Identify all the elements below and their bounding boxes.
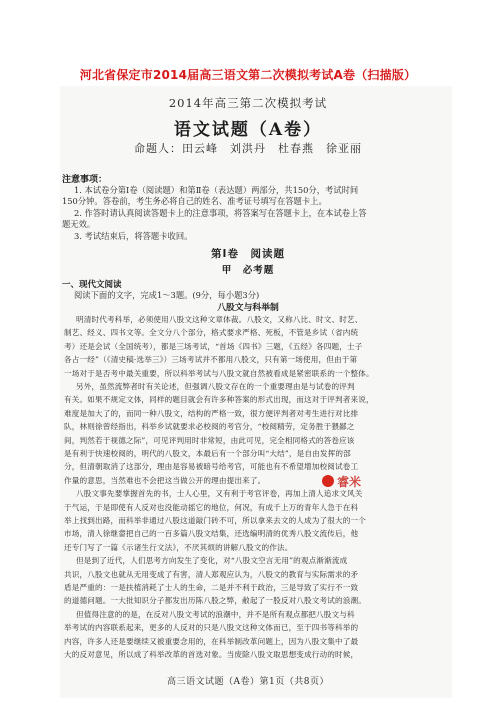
- article-line: 还专门写了一篇《示诸生行文法》，不厌其烦的讲解八股文的作法。: [64, 542, 293, 552]
- authors: 命题人：田云峰 刘洪丹 杜春燕 徐亚丽: [134, 142, 362, 155]
- part-heading: 甲 必考题: [221, 265, 275, 276]
- notes-item: 150分钟。答卷前，考生务必将自己的姓名、准考证号填写在答题卡上。: [62, 196, 327, 206]
- page-footer: 高三语文试题（A卷）第1页（共8页）: [167, 677, 329, 687]
- section-heading: 一、现代文阅读: [62, 280, 122, 290]
- article-line: 一场对于是否考中最关重要，所以科举考试与八股文就自然被看成是紧密联系的一个整体。: [64, 368, 374, 378]
- subject-title: 语文试题（A卷）: [173, 120, 323, 140]
- article-line: 但是到了近代，人们思考方向发生了变化，对“八股文空言无用”的观点渐渐流成: [76, 556, 348, 566]
- article-line: 间，判然若于视德之际”，可见评判用时非常短，由此可见，完全相同格式的答卷应该: [64, 435, 355, 445]
- notes-item: 2. 作答时请认真阅读答题卡上的注意事项，将答案写在答题卡上，在本试卷上答: [74, 208, 367, 218]
- article-line: 是有利于快速校阅的，明代的八股文，本最后有一个部分叫“大结”，是自由发挥的部: [64, 449, 351, 458]
- article-line: 作量的意思，当然难也不会把这当做公开的理由提出来了。: [64, 475, 266, 485]
- document-banner-title: 河北省保定市2014届高三语文第二次模拟考试A卷（扫描版）: [79, 68, 417, 82]
- article-title: 八股文与科举制: [217, 303, 279, 313]
- article-line: 大的反对意见，所以成了科举改革的首选对象。当废除八股文取思想变成行动的时候，: [64, 650, 359, 659]
- notes-item: 1. 本试卷分第Ⅰ卷（阅读题）和第Ⅱ卷（表达题）两部分，共150分，考试时间: [74, 185, 359, 195]
- article-line: 难度是加大了的，而同一种八股文，结构的严格一致，很方便评判者对考生进行对比排: [64, 408, 359, 418]
- article-line: 盾是严重的：一是扶植消耗了士人的生命，二是并不利于政治，三是导致了实行不一致: [64, 583, 359, 592]
- article-line: 考）还是会试（全国统考），都是三场考试，“首场《四书》三题，《五经》各四题，士子: [64, 341, 363, 351]
- article-line: 于气运，于是即使有人反对也没能动摇它的地位，何况，有成千上万的青年人急于在科: [64, 502, 359, 512]
- article-line: 分，但清朝取消了这部分，理由是容易被暗号给考官，可能也有不希望增加校阅试卷工: [64, 462, 359, 472]
- article-line: 八股文事先要掌握首先的书，士人心里，又有利于考官评卷，再加上清人追求文风关: [76, 489, 363, 499]
- article-line: 制艺、经义、四书文等。全文分八个部分，格式要求严格、死板，不管是乡试（省内统: [64, 328, 359, 338]
- article-line: 内容，许多人还是要继续又被重要念用的，在科举制改革问题上，因为八股文集中了最: [64, 636, 359, 646]
- article-line: 明清时代考科举，必须使用八股文这种文章体裁。八股文，又称八比、时文、时艺、: [76, 315, 363, 324]
- article-line: 市场，清人徐继畲把自己的一百多篇八股文结集，还选编明清的优秀八股文流传后，他: [64, 529, 359, 539]
- article-line: 举上找到出路，而科举非通过八股这道敲门砖不可，所以拿来去文的人成为了很大的一个: [64, 516, 367, 525]
- reading-instruction: 阅读下面的文字，完成1～3题。(9分，每小题3分): [74, 290, 260, 300]
- notes-heading: 注意事项：: [62, 175, 108, 185]
- article-line: 的道德问题。一大批知识分子都发出历陈八股之弊，敝起了一股反对八股文考试的浪潮。: [64, 596, 367, 606]
- watermark-logo: [322, 472, 361, 490]
- notes-item: 题无效。: [62, 219, 96, 229]
- logo-text: 睿米: [337, 474, 362, 489]
- article-line: 另外，虽然流弊者时有关论述，但强调八股文存在的一个重要理由是与试卷的评判: [76, 382, 355, 391]
- article-line: 各占一经”（《清史稿·选举三》）三场考试并不都用八股文，只有第一场使用，但由于第: [64, 355, 358, 365]
- article-line: 队，林则徐曾经指出，科举乡试就要求必校阅的考官分，“校阅精劳，定务胜于猥鄙之: [64, 422, 355, 432]
- article-line: 有关。如果不规定文体，同样的题目就会有许多种答案的形式出现，而这对于评判者来说，: [64, 395, 374, 405]
- logo-mark-icon: [322, 475, 334, 487]
- notes-item: 3. 考试结束后，将答题卡收回。: [74, 231, 193, 241]
- volume-heading: 第Ⅰ卷 阅读题: [211, 248, 285, 260]
- article-line: 但值得注意的的是，在反对八股文考试的浪潮中，并不是所有观点都把八股文与科: [76, 609, 355, 619]
- article-line: 举考试的内容联系起来，更多的人反对的只是八股文这种文体而已，至于四书等科举的: [64, 623, 359, 633]
- article-line: 共识，八股文也就从无用变成了有害，清人郑观应认为，八股文的教育与实际需求的矛: [64, 569, 359, 579]
- exam-title: 2014年高三第二次模拟考试: [168, 96, 328, 110]
